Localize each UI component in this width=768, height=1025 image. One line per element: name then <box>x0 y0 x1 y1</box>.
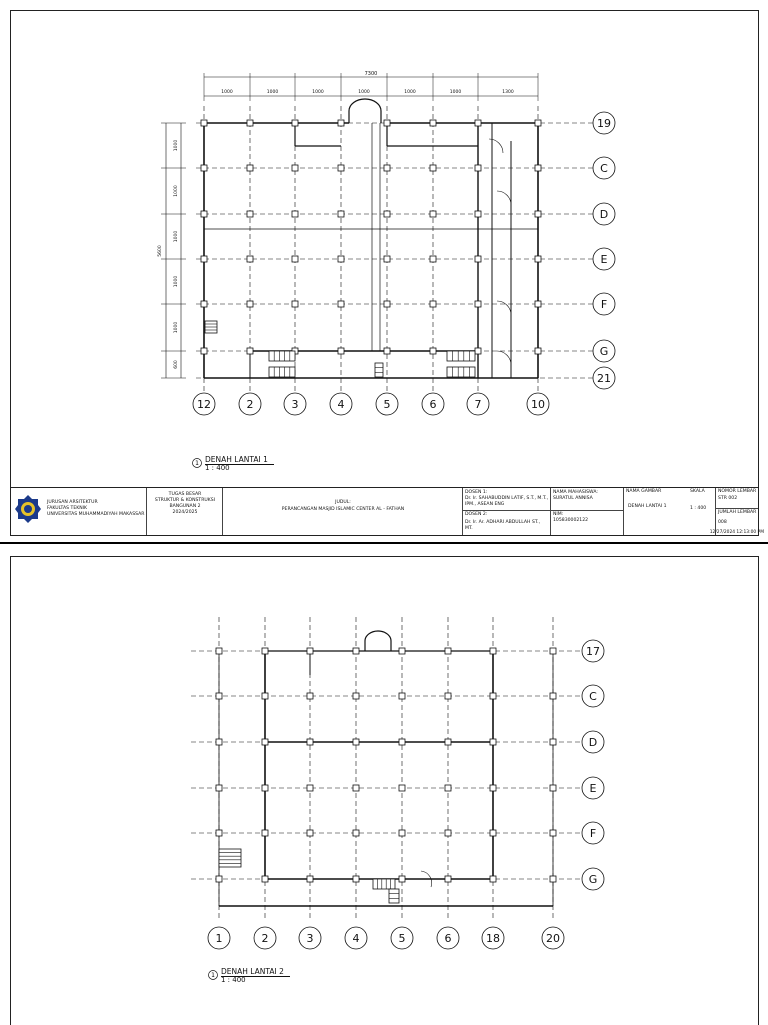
column-marker <box>247 120 253 126</box>
grid-bubble-col: 2 <box>246 398 254 411</box>
course-line-3: BANGUNAN 2 <box>169 504 201 509</box>
door-swing <box>497 351 511 365</box>
column-marker <box>384 211 390 217</box>
column-marker <box>445 693 451 699</box>
plan-number-2: 1 <box>211 972 215 980</box>
grid-bubble-row: C <box>600 162 608 175</box>
column-marker <box>384 301 390 307</box>
column-marker <box>445 785 451 791</box>
grid-bubble-row: D <box>588 736 598 749</box>
floor-plan-2 <box>11 557 758 1025</box>
plan-title-2: DENAH LANTAI 2 <box>221 967 290 977</box>
column-marker <box>550 876 556 882</box>
grid-bubble-col: 6 <box>444 932 452 945</box>
stair-icon <box>219 849 241 867</box>
dim-vertical-span: 1000 <box>174 139 179 152</box>
column-marker <box>262 876 268 882</box>
column-marker <box>550 785 556 791</box>
column-marker <box>384 165 390 171</box>
stair-icon <box>447 351 475 361</box>
stair-icon <box>375 363 383 377</box>
grid-bubble-row: 17 <box>586 645 600 658</box>
column-marker <box>475 301 481 307</box>
dim-span: 1000 <box>449 90 462 95</box>
column-marker <box>216 876 222 882</box>
drawing-scale: 1 : 400 <box>690 506 707 511</box>
column-marker <box>475 256 481 262</box>
dept-line-3: UNIVERSITAS MUHAMMADIYAH MAKASSAR <box>47 512 145 517</box>
column-marker <box>399 739 405 745</box>
column-marker <box>490 785 496 791</box>
dept-line-1: JURUSAN ARSITEKTUR <box>47 500 98 505</box>
column-marker <box>247 301 253 307</box>
grid-bubble-col: 3 <box>306 932 314 945</box>
drawing-sheet-2 <box>10 556 759 1025</box>
column-marker <box>535 256 541 262</box>
grid-bubble-col: 10 <box>531 398 545 411</box>
column-marker <box>292 256 298 262</box>
column-marker <box>338 301 344 307</box>
column-marker <box>338 211 344 217</box>
title-block <box>11 487 758 535</box>
column-marker <box>307 648 313 654</box>
column-marker <box>430 211 436 217</box>
column-marker <box>353 830 359 836</box>
column-marker <box>216 648 222 654</box>
column-marker <box>384 120 390 126</box>
dim-overall: 7300 <box>364 71 378 77</box>
grid-bubble-col: 4 <box>352 932 360 945</box>
column-marker <box>338 256 344 262</box>
column-marker <box>430 165 436 171</box>
grid-bubble-row: C <box>589 690 597 703</box>
floor-plan-1 <box>11 11 758 481</box>
grid-bubble-row: F <box>589 827 597 840</box>
dim-vertical-overall: 5600 <box>158 245 163 257</box>
sheet-separator <box>0 542 768 544</box>
column-marker <box>430 120 436 126</box>
dim-vertical-span: 1000 <box>174 185 179 197</box>
column-marker <box>535 120 541 126</box>
grid-bubble-row: D <box>599 208 609 221</box>
title-block-dept <box>11 488 147 535</box>
title-block-course <box>147 488 223 535</box>
column-marker <box>550 693 556 699</box>
column-marker <box>535 165 541 171</box>
column-marker <box>247 165 253 171</box>
sheet-count: 008 <box>718 520 727 525</box>
stair-icon <box>269 367 295 377</box>
column-marker <box>216 693 222 699</box>
column-marker <box>201 120 207 126</box>
grid-bubble-row: E <box>600 253 608 266</box>
column-marker <box>445 739 451 745</box>
dim-vertical-span: 600 <box>174 360 179 369</box>
column-marker <box>307 830 313 836</box>
column-marker <box>216 739 222 745</box>
column-marker <box>262 830 268 836</box>
column-marker <box>490 876 496 882</box>
grid-bubble-row: 19 <box>597 117 611 130</box>
column-marker <box>247 256 253 262</box>
door-swing <box>497 301 511 315</box>
drawing-name: DENAH LANTAI 1 <box>628 504 667 509</box>
grid-bubble-row: G <box>599 345 609 358</box>
column-marker <box>216 785 222 791</box>
title-block-student <box>551 488 624 535</box>
dim-vertical-span: 1000 <box>174 230 179 243</box>
project-heading: JUDUL: <box>335 500 351 505</box>
nim-label: NIM: <box>553 512 564 517</box>
column-marker <box>384 348 390 354</box>
column-marker <box>399 648 405 654</box>
column-marker <box>550 648 556 654</box>
grid-bubble-col: 4 <box>337 398 345 411</box>
grid-bubble-col: 3 <box>291 398 299 411</box>
title-block-project <box>223 488 463 535</box>
dim-span: 1000 <box>358 90 370 95</box>
stair-icon <box>447 367 475 377</box>
column-marker <box>201 211 207 217</box>
grid-bubble-col: 2 <box>261 932 269 945</box>
sheet-no: STR 002 <box>718 496 738 501</box>
column-marker <box>399 830 405 836</box>
dim-span: 1000 <box>312 90 324 95</box>
column-marker <box>475 165 481 171</box>
column-marker <box>307 876 313 882</box>
column-marker <box>307 693 313 699</box>
grid-bubble-col: 20 <box>546 932 560 945</box>
column-marker <box>247 211 253 217</box>
column-marker <box>201 256 207 262</box>
column-marker <box>430 348 436 354</box>
column-marker <box>490 830 496 836</box>
column-marker <box>550 830 556 836</box>
column-marker <box>307 785 313 791</box>
advisor1: Dr. Ir. SAHABUDDIN LATIF, S.T., M.T., IPM., ASEAN ENG <box>465 496 549 507</box>
dim-span: 1000 <box>221 90 233 95</box>
column-marker <box>292 165 298 171</box>
university-logo-icon <box>15 494 41 524</box>
grid-bubble-col: 5 <box>398 932 406 945</box>
drawing-sheet-1 <box>10 10 759 536</box>
mihrab-niche <box>365 631 391 651</box>
dim-span: 1000 <box>266 90 279 95</box>
dim-vertical-span: 1000 <box>174 275 179 288</box>
course-line-1: TUGAS BESAR <box>168 492 202 497</box>
stair-icon <box>373 879 395 889</box>
dim-span: 1000 <box>404 90 416 95</box>
sheet-count-label: JUMLAH LEMBAR <box>718 510 757 515</box>
column-marker <box>490 739 496 745</box>
mihrab-niche <box>349 99 381 123</box>
advisor2-label: DOSEN 2: <box>465 512 488 517</box>
column-marker <box>490 648 496 654</box>
title-block-sheet <box>716 488 758 535</box>
column-marker <box>535 211 541 217</box>
column-marker <box>262 739 268 745</box>
column-marker <box>399 693 405 699</box>
column-marker <box>430 256 436 262</box>
student-name: SURATUL ANNISA <box>553 496 593 501</box>
title-block-drawing <box>624 488 716 535</box>
column-marker <box>262 785 268 791</box>
grid-bubble-row: G <box>588 873 598 886</box>
column-marker <box>353 648 359 654</box>
course-line-4: 2024/2025 <box>172 510 198 515</box>
grid-bubble-row: E <box>589 782 597 795</box>
column-marker <box>292 211 298 217</box>
column-marker <box>247 348 253 354</box>
column-marker <box>338 165 344 171</box>
door-swing <box>497 191 511 205</box>
plan-number: 1 <box>195 460 199 468</box>
column-marker <box>338 120 344 126</box>
column-marker <box>353 739 359 745</box>
column-marker <box>535 301 541 307</box>
column-marker <box>399 876 405 882</box>
plan-title: DENAH LANTAI 1 <box>205 455 274 465</box>
column-marker <box>307 739 313 745</box>
column-marker <box>338 348 344 354</box>
advisor1-label: DOSEN 1: <box>465 490 488 495</box>
grid-bubble-col: 5 <box>383 398 391 411</box>
student-label: NAMA MAHASISWA: <box>553 490 598 495</box>
print-timestamp: 12/27/2024 12:13:00 PM <box>709 530 764 535</box>
course-line-2: STRUKTUR & KONSTRUKSI <box>154 498 216 503</box>
column-marker <box>201 348 207 354</box>
dept-line-2: FAKULTAS TEKNIK <box>47 506 88 511</box>
column-marker <box>201 301 207 307</box>
grid-bubble-col: 6 <box>429 398 437 411</box>
column-marker <box>292 120 298 126</box>
plan-number-circle-2 <box>207 969 219 981</box>
column-marker <box>201 165 207 171</box>
grid-bubble-col: 1 <box>215 932 223 945</box>
column-marker <box>353 876 359 882</box>
column-marker <box>353 785 359 791</box>
nim: 105830002122 <box>553 518 589 523</box>
column-marker <box>262 693 268 699</box>
column-marker <box>475 120 481 126</box>
column-marker <box>445 876 451 882</box>
door-swing <box>489 139 503 153</box>
column-marker <box>490 693 496 699</box>
scale-label: SKALA <box>690 489 705 494</box>
column-marker <box>216 830 222 836</box>
dim-span: 1300 <box>502 90 514 95</box>
dim-vertical-span: 1000 <box>174 321 179 334</box>
title-block-advisors <box>463 488 551 535</box>
grid-bubble-col: 7 <box>474 398 482 411</box>
column-marker <box>550 739 556 745</box>
column-marker <box>535 348 541 354</box>
plan-scale-2: 1 : 400 <box>221 976 246 984</box>
column-marker <box>353 693 359 699</box>
column-marker <box>292 301 298 307</box>
project-title: PERANCANGAN MASJID ISLAMIC CENTER AL - FATHAN <box>281 507 405 512</box>
column-marker <box>430 301 436 307</box>
advisor2: Dr. Ir. Ar. ADHARI ABDULLAH ST., MT. <box>465 520 541 531</box>
drawing-name-label: NAMA GAMBAR <box>626 489 662 494</box>
column-marker <box>399 785 405 791</box>
grid-bubble-col: 12 <box>197 398 211 411</box>
plan-scale: 1 : 400 <box>205 464 230 472</box>
grid-bubble-col: 18 <box>486 932 500 945</box>
column-marker <box>445 830 451 836</box>
column-marker <box>475 211 481 217</box>
column-marker <box>445 648 451 654</box>
grid-bubble-row: 21 <box>597 372 611 385</box>
column-marker <box>475 348 481 354</box>
plan-number-circle <box>191 457 203 469</box>
stair-icon <box>269 351 295 361</box>
stair-icon <box>389 889 399 903</box>
column-marker <box>384 256 390 262</box>
grid-bubble-row: F <box>600 298 608 311</box>
column-marker <box>262 648 268 654</box>
sheet-no-label: NOMOR LEMBAR <box>718 489 757 494</box>
